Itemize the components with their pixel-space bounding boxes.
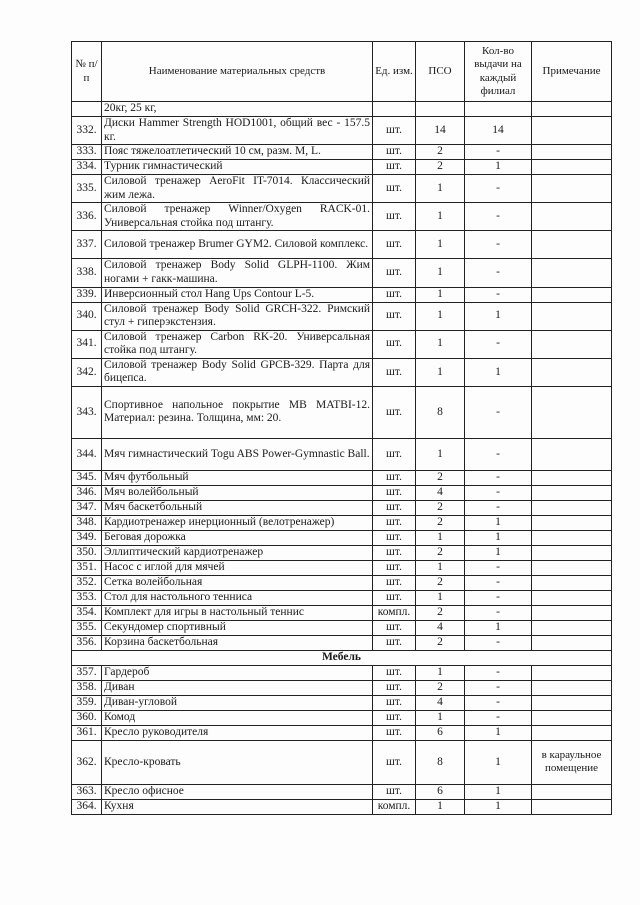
table-row	[72, 231, 612, 259]
item-name: Силовой тренажер Carbon RK-20. Универсальная стойка под штангу.	[102, 330, 373, 358]
table-row	[72, 515, 612, 530]
unit-cell: шт.	[373, 680, 416, 695]
note-cell	[532, 635, 612, 650]
table-row	[72, 575, 612, 590]
note-cell	[532, 160, 612, 175]
pso-cell: 1	[416, 665, 465, 680]
pso-cell: 1	[416, 799, 465, 814]
item-name: Турник гимнастический	[102, 160, 373, 175]
table-header-row	[72, 42, 612, 102]
note-cell	[532, 358, 612, 386]
item-name: Силовой тренажер Body Solid GPCB-329. Парта для бицепса.	[102, 358, 373, 386]
note-cell	[532, 145, 612, 160]
row-number: 336.	[72, 203, 102, 231]
pso-cell: 2	[416, 145, 465, 160]
row-number: 347.	[72, 500, 102, 515]
note-cell	[532, 330, 612, 358]
header-pso: ПСО	[416, 42, 465, 102]
pso-cell: 6	[416, 784, 465, 799]
qty-cell: 1	[465, 799, 532, 814]
row-number: 353.	[72, 590, 102, 605]
pso-cell: 1	[416, 175, 465, 203]
pso-cell: 2	[416, 160, 465, 175]
table-row	[72, 740, 612, 784]
table-row	[72, 302, 612, 330]
header-qty: Кол-во выдачи на каждый филиал	[465, 42, 532, 102]
item-name: Кухня	[102, 799, 373, 814]
qty-cell: -	[465, 710, 532, 725]
pso-cell: 14	[416, 117, 465, 145]
note-cell	[532, 545, 612, 560]
qty-cell: -	[465, 590, 532, 605]
unit-cell: шт.	[373, 117, 416, 145]
item-name: Комод	[102, 710, 373, 725]
note-cell	[532, 575, 612, 590]
unit-cell: компл.	[373, 799, 416, 814]
table-row	[72, 620, 612, 635]
qty-cell	[465, 102, 532, 117]
item-name: Диван-угловой	[102, 695, 373, 710]
qty-cell: -	[465, 485, 532, 500]
pso-cell: 4	[416, 620, 465, 635]
unit-cell: шт.	[373, 740, 416, 784]
row-number: 337.	[72, 231, 102, 259]
pso-cell: 4	[416, 485, 465, 500]
item-name: Инверсионный стол Hang Ups Contour L-5.	[102, 287, 373, 302]
table-row	[72, 500, 612, 515]
table-row	[72, 259, 612, 287]
note-cell	[532, 386, 612, 438]
unit-cell: шт.	[373, 145, 416, 160]
item-name: Комплект для игры в настольный теннис	[102, 605, 373, 620]
qty-cell: -	[465, 605, 532, 620]
pso-cell: 2	[416, 470, 465, 485]
table-row	[72, 680, 612, 695]
pso-cell: 2	[416, 680, 465, 695]
unit-cell: шт.	[373, 175, 416, 203]
row-number: 359.	[72, 695, 102, 710]
qty-cell: -	[465, 330, 532, 358]
item-name: Кардиотренажер инерционный (велотренажер)	[102, 515, 373, 530]
pso-cell: 1	[416, 287, 465, 302]
unit-cell: шт.	[373, 590, 416, 605]
qty-cell: -	[465, 203, 532, 231]
note-cell	[532, 287, 612, 302]
note-cell	[532, 438, 612, 470]
row-number: 360.	[72, 710, 102, 725]
item-name: Гардероб	[102, 665, 373, 680]
pso-cell: 8	[416, 740, 465, 784]
table-row	[72, 117, 612, 145]
note-cell	[532, 695, 612, 710]
unit-cell: шт.	[373, 330, 416, 358]
row-number: 364.	[72, 799, 102, 814]
item-name: Кресло офисное	[102, 784, 373, 799]
unit-cell: шт.	[373, 620, 416, 635]
pso-cell: 1	[416, 330, 465, 358]
table-row	[72, 560, 612, 575]
table-row	[72, 438, 612, 470]
table-row	[72, 605, 612, 620]
table-row	[72, 203, 612, 231]
item-name: Спортивное напольное покрытие MB MATBI-12. Материал: резина. Толщина, мм: 20.	[102, 386, 373, 438]
unit-cell: шт.	[373, 203, 416, 231]
unit-cell: шт.	[373, 530, 416, 545]
note-cell	[532, 605, 612, 620]
row-number: 332.	[72, 117, 102, 145]
unit-cell: шт.	[373, 635, 416, 650]
row-number: 338.	[72, 259, 102, 287]
qty-cell: 14	[465, 117, 532, 145]
note-cell	[532, 175, 612, 203]
row-number: 335.	[72, 175, 102, 203]
row-number: 343.	[72, 386, 102, 438]
unit-cell: шт.	[373, 575, 416, 590]
unit-cell: шт.	[373, 231, 416, 259]
unit-cell: шт.	[373, 515, 416, 530]
qty-cell: 1	[465, 784, 532, 799]
row-number: 333.	[72, 145, 102, 160]
unit-cell: шт.	[373, 259, 416, 287]
pso-cell: 1	[416, 203, 465, 231]
pso-cell: 1	[416, 530, 465, 545]
table-row	[72, 725, 612, 740]
qty-cell: -	[465, 287, 532, 302]
pso-cell	[416, 102, 465, 117]
note-cell	[532, 680, 612, 695]
row-number: 344.	[72, 438, 102, 470]
pso-cell: 1	[416, 231, 465, 259]
qty-cell: 1	[465, 160, 532, 175]
note-cell	[532, 784, 612, 799]
unit-cell: шт.	[373, 287, 416, 302]
table-row	[72, 358, 612, 386]
table-row	[72, 545, 612, 560]
pso-cell: 2	[416, 545, 465, 560]
unit-cell: компл.	[373, 605, 416, 620]
table-row	[72, 710, 612, 725]
note-cell	[532, 485, 612, 500]
table-row	[72, 160, 612, 175]
note-cell	[532, 590, 612, 605]
row-number: 363.	[72, 784, 102, 799]
qty-cell: -	[465, 635, 532, 650]
unit-cell: шт.	[373, 302, 416, 330]
item-name: Корзина баскетбольная	[102, 635, 373, 650]
unit-cell: шт.	[373, 665, 416, 680]
table-body	[72, 102, 612, 815]
note-cell	[532, 203, 612, 231]
item-name: Мяч футбольный	[102, 470, 373, 485]
row-number: 356.	[72, 635, 102, 650]
note-cell: в караульное помещение	[532, 740, 612, 784]
item-name: 20кг, 25 кг,	[102, 102, 373, 117]
row-number: 352.	[72, 575, 102, 590]
unit-cell: шт.	[373, 358, 416, 386]
note-cell	[532, 620, 612, 635]
table-row	[72, 145, 612, 160]
note-cell	[532, 102, 612, 117]
qty-cell: -	[465, 175, 532, 203]
unit-cell: шт.	[373, 470, 416, 485]
qty-cell: -	[465, 386, 532, 438]
pso-cell: 1	[416, 438, 465, 470]
unit-cell: шт.	[373, 485, 416, 500]
table-row	[72, 784, 612, 799]
pso-cell: 1	[416, 259, 465, 287]
row-number: 361.	[72, 725, 102, 740]
row-number: 349.	[72, 530, 102, 545]
table-row	[72, 386, 612, 438]
header-unit: Ед. изм.	[373, 42, 416, 102]
item-name: Секундомер спортивный	[102, 620, 373, 635]
unit-cell: шт.	[373, 695, 416, 710]
unit-cell: шт.	[373, 725, 416, 740]
unit-cell: шт.	[373, 560, 416, 575]
note-cell	[532, 500, 612, 515]
item-name: Силовой тренажер Body Solid GRCH-322. Римский стул + гиперэкстензия.	[102, 302, 373, 330]
item-name: Кресло руководителя	[102, 725, 373, 740]
note-cell	[532, 515, 612, 530]
item-name: Беговая дорожка	[102, 530, 373, 545]
unit-cell: шт.	[373, 710, 416, 725]
qty-cell: -	[465, 231, 532, 259]
item-name: Силовой тренажер Brumer GYM2. Силовой комплекс.	[102, 231, 373, 259]
item-name: Сетка волейбольная	[102, 575, 373, 590]
qty-cell: 1	[465, 358, 532, 386]
unit-cell	[373, 102, 416, 117]
qty-cell: -	[465, 259, 532, 287]
table-row	[72, 175, 612, 203]
qty-cell: -	[465, 470, 532, 485]
table-row	[72, 470, 612, 485]
row-number: 358.	[72, 680, 102, 695]
row-number: 350.	[72, 545, 102, 560]
unit-cell: шт.	[373, 500, 416, 515]
unit-cell: шт.	[373, 160, 416, 175]
qty-cell: 1	[465, 515, 532, 530]
section-title: Мебель	[72, 650, 612, 665]
qty-cell: -	[465, 695, 532, 710]
item-name: Мяч гимнастический Togu ABS Power-Gymnastic Ball.	[102, 438, 373, 470]
table-row	[72, 530, 612, 545]
note-cell	[532, 470, 612, 485]
qty-cell: -	[465, 680, 532, 695]
table-row	[72, 485, 612, 500]
unit-cell: шт.	[373, 545, 416, 560]
qty-cell: 1	[465, 530, 532, 545]
pso-cell: 2	[416, 500, 465, 515]
item-name: Стол для настольного тенниса	[102, 590, 373, 605]
item-name: Эллиптический кардиотренажер	[102, 545, 373, 560]
table-row	[72, 665, 612, 680]
item-name: Силовой тренажер Body Solid GLPH-1100. Жим ногами + гакк-машина.	[102, 259, 373, 287]
table-row	[72, 287, 612, 302]
note-cell	[532, 799, 612, 814]
item-name: Пояс тяжелоатлетический 10 см, разм. M, L.	[102, 145, 373, 160]
row-number: 357.	[72, 665, 102, 680]
row-number: 339.	[72, 287, 102, 302]
table-row	[72, 330, 612, 358]
item-name: Диван	[102, 680, 373, 695]
pso-cell: 1	[416, 302, 465, 330]
row-number: 341.	[72, 330, 102, 358]
note-cell	[532, 231, 612, 259]
qty-cell: 1	[465, 620, 532, 635]
pso-cell: 2	[416, 575, 465, 590]
note-cell	[532, 665, 612, 680]
note-cell	[532, 259, 612, 287]
row-number: 354.	[72, 605, 102, 620]
pso-cell: 2	[416, 605, 465, 620]
pso-cell: 1	[416, 560, 465, 575]
row-number	[72, 102, 102, 117]
row-number: 334.	[72, 160, 102, 175]
item-name: Диски Hammer Strength HOD1001, общий вес - 157.5 кг.	[102, 117, 373, 145]
pso-cell: 8	[416, 386, 465, 438]
materials-table	[71, 41, 612, 815]
qty-cell: -	[465, 438, 532, 470]
row-number: 348.	[72, 515, 102, 530]
item-name: Насос с иглой для мячей	[102, 560, 373, 575]
unit-cell: шт.	[373, 784, 416, 799]
qty-cell: -	[465, 665, 532, 680]
row-number: 362.	[72, 740, 102, 784]
item-name: Мяч баскетбольный	[102, 500, 373, 515]
pso-cell: 2	[416, 515, 465, 530]
table-row	[72, 635, 612, 650]
table-row	[72, 102, 612, 117]
header-note: Примечание	[532, 42, 612, 102]
qty-cell: -	[465, 575, 532, 590]
qty-cell: -	[465, 560, 532, 575]
pso-cell: 1	[416, 710, 465, 725]
note-cell	[532, 725, 612, 740]
note-cell	[532, 530, 612, 545]
qty-cell: 1	[465, 740, 532, 784]
note-cell	[532, 302, 612, 330]
table-row	[72, 695, 612, 710]
qty-cell: 1	[465, 302, 532, 330]
qty-cell: 1	[465, 725, 532, 740]
row-number: 351.	[72, 560, 102, 575]
row-number: 340.	[72, 302, 102, 330]
qty-cell: -	[465, 500, 532, 515]
section-row	[72, 650, 612, 665]
item-name: Мяч волейбольный	[102, 485, 373, 500]
header-name: Наименование материальных средств	[102, 42, 373, 102]
qty-cell: -	[465, 145, 532, 160]
item-name: Силовой тренажер Winner/Oxygen RACK-01. Универсальная стойка под штангу.	[102, 203, 373, 231]
row-number: 345.	[72, 470, 102, 485]
row-number: 346.	[72, 485, 102, 500]
table-row	[72, 799, 612, 814]
pso-cell: 1	[416, 358, 465, 386]
pso-cell: 6	[416, 725, 465, 740]
item-name: Кресло-кровать	[102, 740, 373, 784]
row-number: 342.	[72, 358, 102, 386]
note-cell	[532, 560, 612, 575]
row-number: 355.	[72, 620, 102, 635]
table-row	[72, 590, 612, 605]
note-cell	[532, 710, 612, 725]
item-name: Силовой тренажер AeroFit IT-7014. Классический жим лежа.	[102, 175, 373, 203]
unit-cell: шт.	[373, 438, 416, 470]
qty-cell: 1	[465, 545, 532, 560]
unit-cell: шт.	[373, 386, 416, 438]
pso-cell: 4	[416, 695, 465, 710]
pso-cell: 2	[416, 635, 465, 650]
pso-cell: 1	[416, 590, 465, 605]
note-cell	[532, 117, 612, 145]
header-num: № п/п	[72, 42, 102, 102]
